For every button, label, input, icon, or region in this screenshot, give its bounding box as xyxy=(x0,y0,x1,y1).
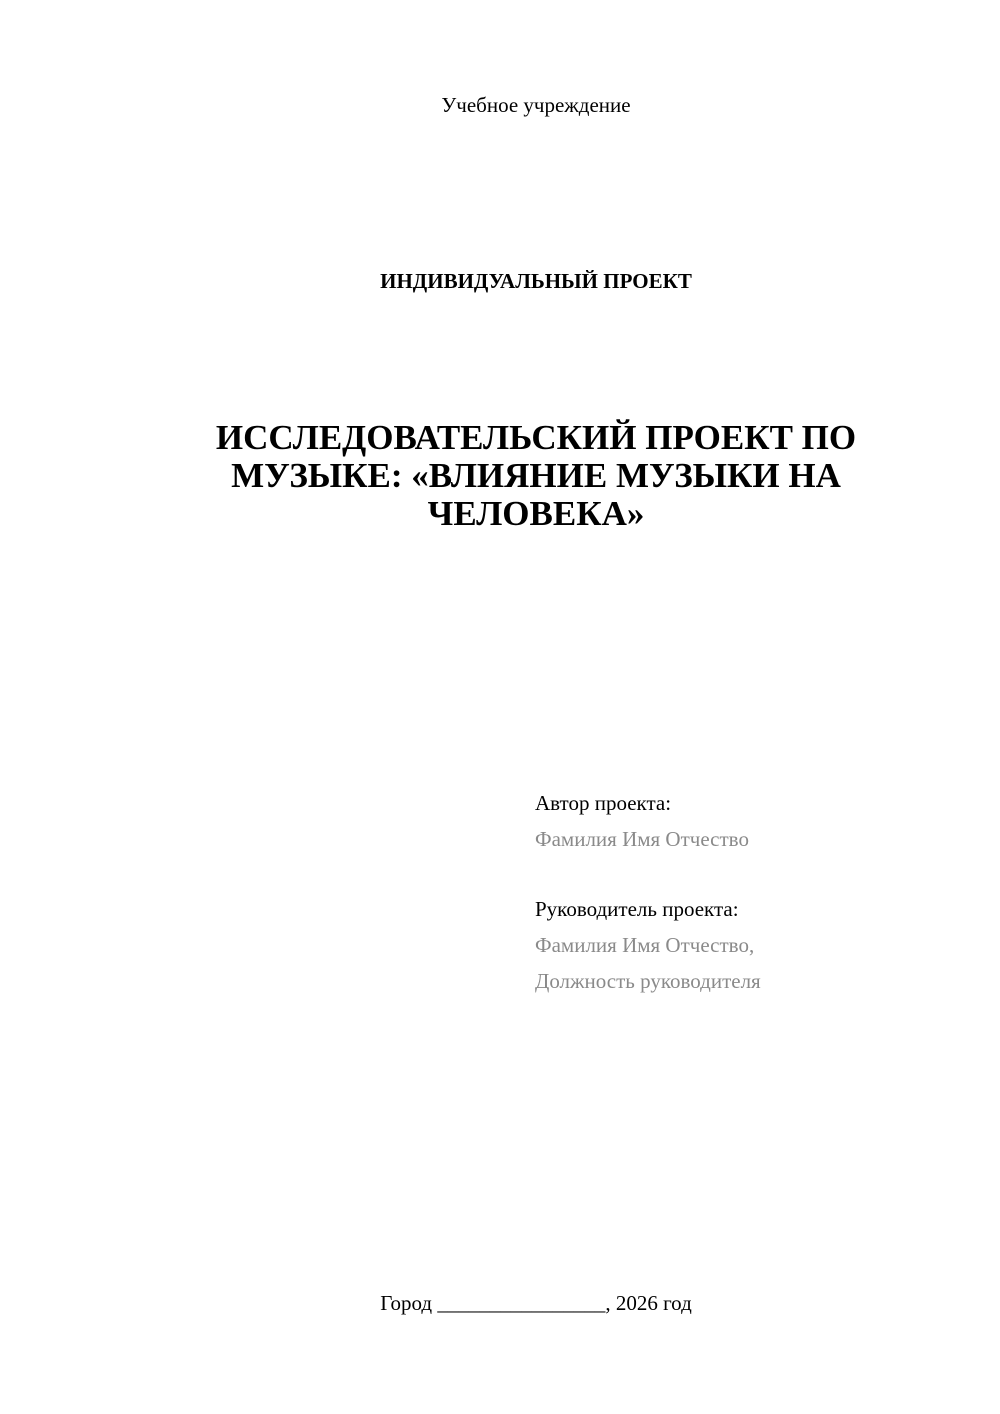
project-type-heading: ИНДИВИДУАЛЬНЫЙ ПРОЕКТ xyxy=(380,269,692,293)
supervisor-position: Должность руководителя xyxy=(535,969,761,993)
author-label: Автор проекта: xyxy=(535,791,672,815)
project-title xyxy=(150,419,922,533)
author-block xyxy=(535,785,955,857)
author-name: Фамилия Имя Отчество xyxy=(535,827,749,851)
project-title-line: ЧЕЛОВЕКА» xyxy=(427,494,645,533)
supervisor-block xyxy=(535,891,955,999)
supervisor-name: Фамилия Имя Отчество, xyxy=(535,933,755,957)
city-year-footer: Город ________________, 2026 год xyxy=(380,1291,692,1315)
project-title-line: МУЗЫКЕ: «ВЛИЯНИЕ МУЗЫКИ НА xyxy=(231,456,841,495)
supervisor-label: Руководитель проекта: xyxy=(535,897,739,921)
institution-name: Учебное учреждение xyxy=(441,93,631,117)
project-title-line: ИССЛЕДОВАТЕЛЬСКИЙ ПРОЕКТ ПО xyxy=(215,418,857,457)
